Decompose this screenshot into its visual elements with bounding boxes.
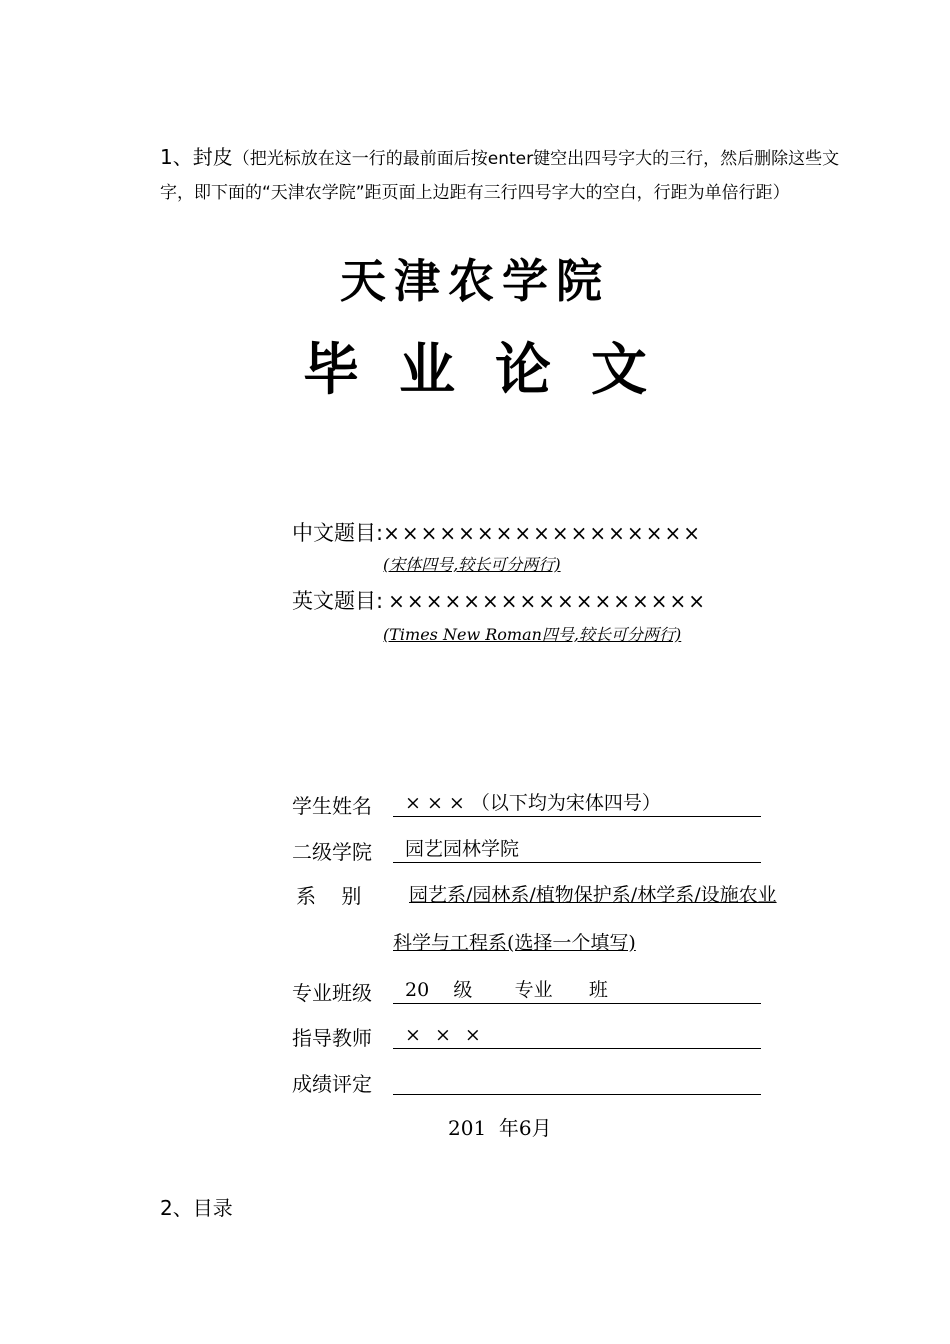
submission-date: 201 年6月 xyxy=(448,1116,552,1140)
advisor-label: 指导教师 xyxy=(292,1026,372,1050)
college-field[interactable] xyxy=(393,836,761,863)
en-title-row xyxy=(292,585,707,615)
school-name: 天津农学院 xyxy=(340,254,610,308)
instruction-note xyxy=(160,141,870,210)
department-value-line-2[interactable]: 科学与工程系(选择一个填写) xyxy=(393,932,636,954)
en-title-label: 英文题目: xyxy=(292,589,384,613)
class-field[interactable] xyxy=(393,977,761,1004)
en-title-hint: (Times New Roman四号,较长可分两行) xyxy=(383,625,682,644)
student-name-field[interactable] xyxy=(393,790,761,817)
section-number-toc: 2、目录 xyxy=(160,1196,233,1220)
cn-title-label: 中文题目: xyxy=(292,521,384,545)
advisor-value: × × × xyxy=(405,1024,485,1046)
cn-title-value: ××××××××××××××××× xyxy=(383,521,702,545)
college-value: 园艺园林学院 xyxy=(405,838,520,860)
instruction-text: （把光标放在这一行的最前面后按enter键空出四号字大的三行，然后删除这些文字，即下面的“天津农学院”距页面上边距有三行四号字大的空白，行距为单倍行距） xyxy=(160,149,840,203)
department-value-line-1[interactable]: 园艺系/园林系/植物保护系/林学系/设施农业 xyxy=(409,884,777,906)
en-title-value: ××××××××××××××××× xyxy=(388,589,708,613)
department-label: 系 别 xyxy=(296,884,362,908)
grade-field[interactable] xyxy=(393,1068,761,1095)
grade-label: 成绩评定 xyxy=(292,1072,372,1096)
college-label: 二级学院 xyxy=(292,840,372,864)
section-number-cover: 1、封皮 xyxy=(160,145,233,169)
class-value: 20 级 专业 班 xyxy=(405,979,608,1001)
cn-title-hint: (宋体四号,较长可分两行) xyxy=(383,555,561,574)
cn-title-row xyxy=(292,517,702,547)
advisor-field[interactable] xyxy=(393,1022,761,1049)
student-name-label: 学生姓名 xyxy=(292,794,372,818)
thesis-heading: 毕业论文 xyxy=(303,337,687,403)
student-name-value: × × × （以下均为宋体四号） xyxy=(405,792,661,814)
class-label: 专业班级 xyxy=(292,981,372,1005)
